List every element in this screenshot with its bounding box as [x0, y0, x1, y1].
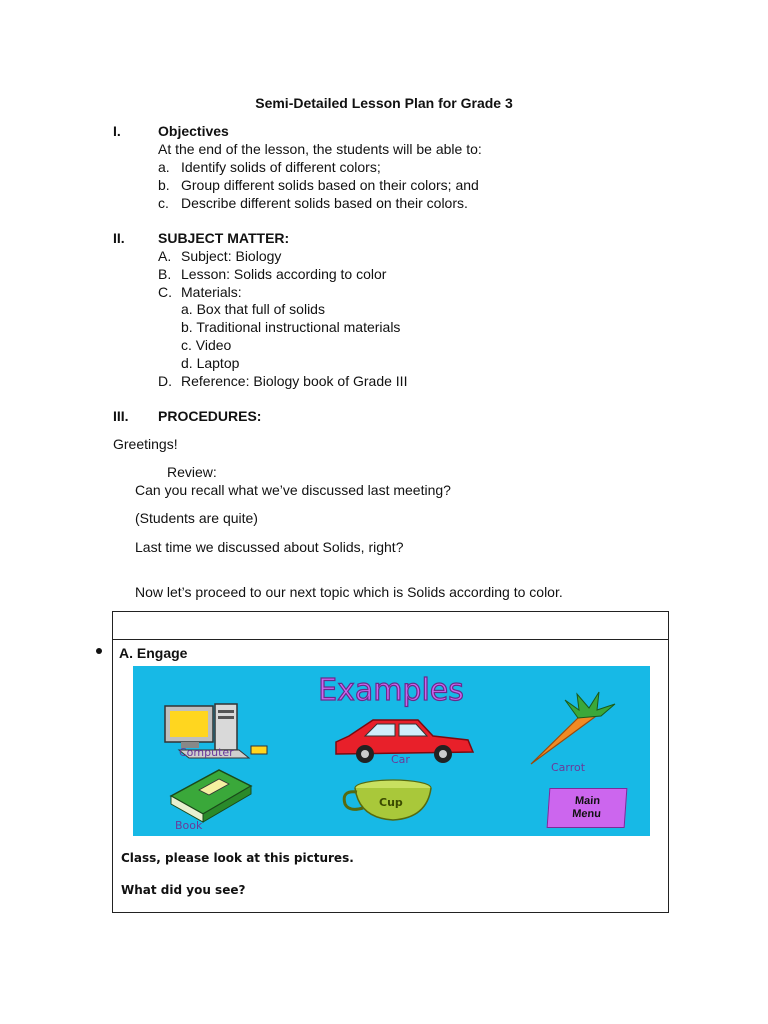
section-numeral-procedures: III. — [113, 408, 129, 424]
procedure-line: Last time we discussed about Solids, right? — [135, 539, 404, 555]
cup-label: Cup — [379, 796, 403, 809]
subject-marker: B. — [158, 266, 172, 282]
subject-item: Reference: Biology book of Grade III — [181, 373, 408, 389]
examples-picture — [133, 666, 650, 836]
main-menu-button[interactable] — [547, 788, 628, 828]
material-item: c. Video — [181, 337, 232, 353]
section-numeral-objectives: I. — [113, 123, 121, 139]
table-header-row — [113, 612, 668, 640]
bullet-icon — [96, 648, 102, 654]
section-numeral-subject-matter: II. — [113, 230, 125, 246]
book-icon — [171, 770, 251, 822]
section-heading-objectives: Objectives — [158, 123, 229, 139]
page-title: Semi-Detailed Lesson Plan for Grade 3 — [255, 95, 513, 111]
main-menu-line2: Menu — [571, 808, 602, 820]
review-label: Review: — [167, 464, 217, 480]
procedure-line: Now let’s proceed to our next topic which is Solids according to color. — [135, 584, 563, 600]
carrot-icon — [531, 692, 615, 764]
material-item: b. Traditional instructional materials — [181, 319, 401, 335]
subject-marker: D. — [158, 373, 172, 389]
greeting-text: Greetings! — [113, 436, 178, 452]
subject-marker: A. — [158, 248, 172, 264]
computer-label: Computer — [179, 746, 234, 759]
subject-item: Subject: Biology — [181, 248, 282, 264]
objective-item: Identify solids of different colors; — [181, 159, 381, 175]
objective-marker: c. — [158, 195, 169, 211]
car-label: Car — [391, 753, 410, 766]
material-item: d. Laptop — [181, 355, 240, 371]
material-item: a. Box that full of solids — [181, 301, 325, 317]
engage-prompt: Class, please look at this pictures. — [121, 851, 354, 865]
section-heading-procedures: PROCEDURES: — [158, 408, 262, 424]
procedure-line: (Students are quite) — [135, 510, 258, 526]
objective-item: Describe different solids based on their colors. — [181, 195, 468, 211]
subject-marker: C. — [158, 284, 172, 300]
engage-heading: A. Engage — [119, 645, 188, 661]
engage-question: What did you see? — [121, 883, 246, 897]
objective-marker: b. — [158, 177, 170, 193]
carrot-label: Carrot — [551, 761, 586, 774]
objective-marker: a. — [158, 159, 170, 175]
objective-item: Group different solids based on their colors; and — [181, 177, 479, 193]
section-heading-subject-matter: SUBJECT MATTER: — [158, 230, 290, 246]
objectives-intro: At the end of the lesson, the students will be able to: — [158, 141, 482, 157]
book-label: Book — [175, 819, 203, 832]
main-menu-line1: Main — [574, 795, 601, 807]
subject-item: Materials: — [181, 284, 242, 300]
subject-item: Lesson: Solids according to color — [181, 266, 387, 282]
procedure-line: Can you recall what we’ve discussed last meeting? — [135, 482, 451, 498]
examples-title: Examples — [318, 673, 464, 708]
